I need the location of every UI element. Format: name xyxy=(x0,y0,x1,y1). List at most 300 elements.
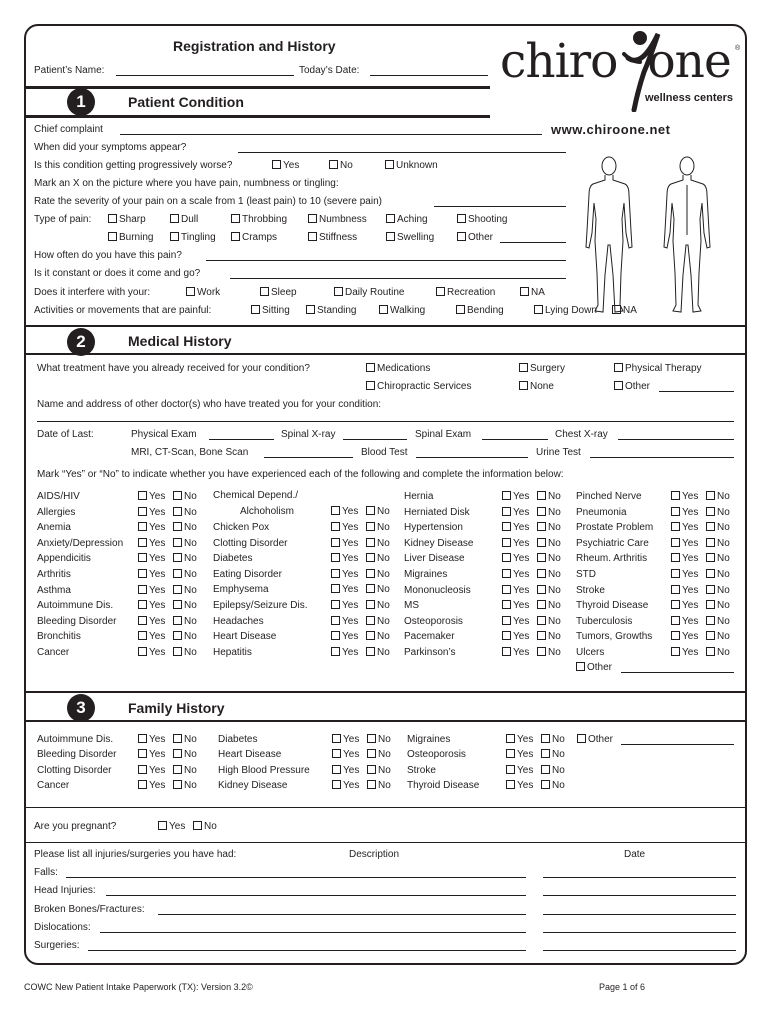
checkbox[interactable] xyxy=(506,780,515,789)
checkbox[interactable] xyxy=(367,780,376,789)
checkbox[interactable] xyxy=(334,287,343,296)
checkbox[interactable] xyxy=(541,780,550,789)
family-yes[interactable] xyxy=(138,734,165,746)
checkbox[interactable] xyxy=(614,381,623,390)
todays-date-field[interactable] xyxy=(370,75,488,76)
checkbox[interactable] xyxy=(366,506,375,515)
injury-description-field[interactable] xyxy=(158,914,526,915)
checkbox[interactable] xyxy=(306,305,315,314)
checkbox[interactable] xyxy=(138,585,147,594)
checkbox[interactable] xyxy=(138,734,147,743)
family-yes[interactable] xyxy=(506,734,533,746)
checkbox[interactable] xyxy=(506,734,515,743)
family-no[interactable] xyxy=(367,765,391,777)
condition-yes[interactable] xyxy=(331,553,358,565)
checkbox[interactable] xyxy=(173,765,182,774)
worse-unknown[interactable]: Unknown xyxy=(385,160,438,172)
checkbox[interactable] xyxy=(173,585,182,594)
treatment-option[interactable]: None xyxy=(519,381,554,393)
condition-no[interactable] xyxy=(706,538,730,550)
condition-yes[interactable] xyxy=(671,647,698,659)
constant-field[interactable] xyxy=(230,278,566,279)
checkbox[interactable] xyxy=(173,780,182,789)
checkbox[interactable] xyxy=(331,553,340,562)
checkbox[interactable] xyxy=(332,765,341,774)
family-yes[interactable] xyxy=(332,780,359,792)
condition-no[interactable] xyxy=(706,631,730,643)
condition-yes[interactable] xyxy=(138,538,165,550)
checkbox[interactable] xyxy=(537,631,546,640)
condition-yes[interactable] xyxy=(671,553,698,565)
checkbox[interactable] xyxy=(671,522,680,531)
checkbox[interactable] xyxy=(173,749,182,758)
checkbox[interactable] xyxy=(456,305,465,314)
condition-no[interactable] xyxy=(173,585,197,597)
checkbox[interactable] xyxy=(502,585,511,594)
condition-yes[interactable] xyxy=(138,585,165,597)
condition-no[interactable] xyxy=(366,522,390,534)
condition-yes[interactable] xyxy=(502,491,529,503)
family-no[interactable] xyxy=(173,749,197,761)
checkbox[interactable] xyxy=(519,381,528,390)
condition-no[interactable] xyxy=(173,616,197,628)
family-no[interactable] xyxy=(541,765,565,777)
condition-no[interactable] xyxy=(366,631,390,643)
checkbox[interactable] xyxy=(537,491,546,500)
checkbox[interactable] xyxy=(537,600,546,609)
worse-yes[interactable]: Yes xyxy=(272,160,299,172)
checkbox[interactable] xyxy=(108,232,117,241)
injury-date-field[interactable] xyxy=(543,895,736,896)
condition-yes[interactable] xyxy=(502,647,529,659)
checkbox[interactable] xyxy=(502,600,511,609)
condition-no[interactable] xyxy=(366,600,390,612)
checkbox[interactable] xyxy=(502,616,511,625)
pain-type-option[interactable]: Sharp xyxy=(108,214,146,226)
condition-no[interactable] xyxy=(706,553,730,565)
family-no[interactable] xyxy=(173,734,197,746)
condition-no[interactable] xyxy=(173,569,197,581)
condition-yes[interactable] xyxy=(138,647,165,659)
checkbox[interactable] xyxy=(706,553,715,562)
checkbox[interactable] xyxy=(173,734,182,743)
interfere-option[interactable]: Work xyxy=(186,287,220,299)
family-other-field[interactable] xyxy=(621,744,734,745)
family-yes[interactable] xyxy=(332,749,359,761)
checkbox[interactable] xyxy=(436,287,445,296)
checkbox[interactable] xyxy=(331,584,340,593)
condition-yes[interactable] xyxy=(502,553,529,565)
family-yes[interactable] xyxy=(506,765,533,777)
checkbox[interactable] xyxy=(173,507,182,516)
checkbox[interactable] xyxy=(170,232,179,241)
checkbox[interactable] xyxy=(367,765,376,774)
condition-yes[interactable] xyxy=(671,631,698,643)
condition-yes[interactable] xyxy=(671,522,698,534)
interfere-option[interactable]: Daily Routine xyxy=(334,287,404,299)
checkbox[interactable] xyxy=(173,522,182,531)
chief-complaint-field[interactable] xyxy=(120,134,542,135)
interfere-option[interactable]: NA xyxy=(520,287,545,299)
family-no[interactable] xyxy=(173,780,197,792)
checkbox[interactable] xyxy=(537,616,546,625)
checkbox[interactable] xyxy=(379,305,388,314)
family-yes[interactable] xyxy=(506,780,533,792)
condition-no[interactable] xyxy=(173,507,197,519)
body-back-figure[interactable] xyxy=(661,155,713,315)
condition-no[interactable] xyxy=(537,538,561,550)
injury-date-field[interactable] xyxy=(543,950,736,951)
condition-no[interactable] xyxy=(173,631,197,643)
checkbox[interactable] xyxy=(158,821,167,830)
condition-yes[interactable] xyxy=(671,600,698,612)
condition-no[interactable] xyxy=(366,506,390,518)
checkbox[interactable] xyxy=(138,616,147,625)
condition-yes[interactable] xyxy=(331,600,358,612)
checkbox[interactable] xyxy=(332,734,341,743)
condition-yes[interactable] xyxy=(502,538,529,550)
treatment-option[interactable]: Chiropractic Services xyxy=(366,381,471,393)
condition-yes[interactable] xyxy=(671,616,698,628)
checkbox[interactable] xyxy=(386,232,395,241)
checkbox[interactable] xyxy=(231,232,240,241)
checkbox[interactable] xyxy=(366,616,375,625)
checkbox[interactable] xyxy=(537,538,546,547)
condition-yes[interactable] xyxy=(331,616,358,628)
condition-no[interactable] xyxy=(537,507,561,519)
condition-yes[interactable] xyxy=(502,507,529,519)
condition-yes[interactable] xyxy=(502,600,529,612)
checkbox[interactable] xyxy=(138,780,147,789)
checkbox[interactable] xyxy=(385,160,394,169)
checkbox[interactable] xyxy=(366,569,375,578)
checkbox[interactable] xyxy=(671,491,680,500)
pain-type-option[interactable]: Stiffness xyxy=(308,232,357,244)
condition-yes[interactable] xyxy=(671,491,698,503)
injury-date-field[interactable] xyxy=(543,914,736,915)
checkbox[interactable] xyxy=(537,507,546,516)
checkbox[interactable] xyxy=(366,584,375,593)
checkbox[interactable] xyxy=(534,305,543,314)
injury-description-field[interactable] xyxy=(66,877,526,878)
pain-type-option[interactable]: Tingling xyxy=(170,232,216,244)
condition-yes[interactable] xyxy=(671,569,698,581)
worse-no[interactable]: No xyxy=(329,160,353,172)
checkbox[interactable] xyxy=(457,214,466,223)
exam-field[interactable] xyxy=(209,439,274,440)
family-no[interactable] xyxy=(541,734,565,746)
checkbox[interactable] xyxy=(367,734,376,743)
treatment-option[interactable]: Surgery xyxy=(519,363,565,375)
condition-yes[interactable] xyxy=(502,569,529,581)
pain-type-option[interactable]: Throbbing xyxy=(231,214,287,226)
condition-yes[interactable] xyxy=(138,507,165,519)
checkbox[interactable] xyxy=(541,749,550,758)
condition-no[interactable] xyxy=(366,569,390,581)
checkbox[interactable] xyxy=(457,232,466,241)
treatment-other-field[interactable] xyxy=(659,391,734,392)
family-yes[interactable] xyxy=(138,780,165,792)
condition-yes[interactable] xyxy=(331,631,358,643)
condition-yes[interactable] xyxy=(502,585,529,597)
injury-date-field[interactable] xyxy=(543,877,736,878)
condition-yes[interactable] xyxy=(331,584,358,596)
checkbox[interactable] xyxy=(366,631,375,640)
checkbox[interactable] xyxy=(138,647,147,656)
condition-no[interactable] xyxy=(537,585,561,597)
checkbox[interactable] xyxy=(108,214,117,223)
condition-yes[interactable] xyxy=(138,631,165,643)
checkbox[interactable] xyxy=(537,569,546,578)
condition-no[interactable] xyxy=(173,600,197,612)
checkbox[interactable] xyxy=(231,214,240,223)
checkbox[interactable] xyxy=(138,749,147,758)
condition-no[interactable] xyxy=(366,553,390,565)
how-often-field[interactable] xyxy=(206,260,566,261)
condition-no[interactable] xyxy=(537,553,561,565)
treatment-option[interactable]: Medications xyxy=(366,363,430,375)
interfere-option[interactable]: Recreation xyxy=(436,287,495,299)
exam-field[interactable] xyxy=(416,457,528,458)
condition-yes[interactable] xyxy=(331,647,358,659)
checkbox[interactable] xyxy=(138,491,147,500)
checkbox[interactable] xyxy=(308,232,317,241)
pain-type-option[interactable]: Swelling xyxy=(386,232,434,244)
checkbox[interactable] xyxy=(173,569,182,578)
checkbox[interactable] xyxy=(173,491,182,500)
family-yes[interactable] xyxy=(138,749,165,761)
checkbox[interactable] xyxy=(138,765,147,774)
condition-other-field[interactable] xyxy=(621,672,734,673)
condition-no[interactable] xyxy=(706,522,730,534)
injury-date-field[interactable] xyxy=(543,932,736,933)
pain-type-option[interactable]: Numbness xyxy=(308,214,367,226)
condition-yes[interactable] xyxy=(671,538,698,550)
family-no[interactable] xyxy=(173,765,197,777)
condition-yes[interactable] xyxy=(671,507,698,519)
family-yes[interactable] xyxy=(332,734,359,746)
checkbox[interactable] xyxy=(331,647,340,656)
condition-no[interactable] xyxy=(366,616,390,628)
family-yes[interactable] xyxy=(138,765,165,777)
injury-description-field[interactable] xyxy=(100,932,526,933)
exam-field[interactable] xyxy=(590,457,734,458)
injury-description-field[interactable] xyxy=(106,895,526,896)
checkbox[interactable] xyxy=(366,522,375,531)
checkbox[interactable] xyxy=(331,600,340,609)
activity-option[interactable]: Lying Down xyxy=(534,305,597,317)
pain-type-option[interactable]: Other xyxy=(457,232,493,244)
pain-type-option[interactable]: Shooting xyxy=(457,214,507,226)
checkbox[interactable] xyxy=(537,647,546,656)
checkbox[interactable] xyxy=(506,749,515,758)
treatment-option[interactable]: Physical Therapy xyxy=(614,363,702,375)
condition-no[interactable] xyxy=(366,647,390,659)
family-no[interactable] xyxy=(541,749,565,761)
checkbox[interactable] xyxy=(366,647,375,656)
checkbox[interactable] xyxy=(541,734,550,743)
checkbox[interactable] xyxy=(138,631,147,640)
checkbox[interactable] xyxy=(671,507,680,516)
condition-yes[interactable] xyxy=(138,616,165,628)
pain-type-option[interactable]: Burning xyxy=(108,232,153,244)
checkbox[interactable] xyxy=(366,600,375,609)
checkbox[interactable] xyxy=(519,363,528,372)
checkbox[interactable] xyxy=(502,522,511,531)
exam-field[interactable] xyxy=(264,457,353,458)
condition-no[interactable] xyxy=(173,647,197,659)
checkbox[interactable] xyxy=(193,821,202,830)
checkbox[interactable] xyxy=(366,538,375,547)
checkbox[interactable] xyxy=(502,553,511,562)
condition-other[interactable]: Other xyxy=(576,662,612,674)
condition-no[interactable] xyxy=(537,631,561,643)
checkbox[interactable] xyxy=(706,522,715,531)
checkbox[interactable] xyxy=(173,647,182,656)
checkbox[interactable] xyxy=(671,538,680,547)
family-no[interactable] xyxy=(367,734,391,746)
checkbox[interactable] xyxy=(138,522,147,531)
pain-type-option[interactable]: Cramps xyxy=(231,232,277,244)
injury-description-field[interactable] xyxy=(88,950,526,951)
checkbox[interactable] xyxy=(706,616,715,625)
condition-no[interactable] xyxy=(366,538,390,550)
checkbox[interactable] xyxy=(138,553,147,562)
condition-no[interactable] xyxy=(537,616,561,628)
condition-no[interactable] xyxy=(537,600,561,612)
condition-yes[interactable] xyxy=(502,522,529,534)
checkbox[interactable] xyxy=(502,631,511,640)
condition-no[interactable] xyxy=(706,585,730,597)
checkbox[interactable] xyxy=(706,569,715,578)
checkbox[interactable] xyxy=(173,553,182,562)
checkbox[interactable] xyxy=(577,734,586,743)
family-no[interactable] xyxy=(367,749,391,761)
condition-no[interactable] xyxy=(173,538,197,550)
pain-type-option[interactable]: Dull xyxy=(170,214,198,226)
checkbox[interactable] xyxy=(251,305,260,314)
checkbox[interactable] xyxy=(331,569,340,578)
checkbox[interactable] xyxy=(138,600,147,609)
checkbox[interactable] xyxy=(173,600,182,609)
checkbox[interactable] xyxy=(173,631,182,640)
condition-yes[interactable] xyxy=(671,585,698,597)
condition-no[interactable] xyxy=(173,553,197,565)
checkbox[interactable] xyxy=(366,363,375,372)
family-no[interactable] xyxy=(367,780,391,792)
checkbox[interactable] xyxy=(537,585,546,594)
interfere-option[interactable]: Sleep xyxy=(260,287,297,299)
condition-yes[interactable] xyxy=(138,569,165,581)
condition-yes[interactable] xyxy=(138,491,165,503)
family-yes[interactable] xyxy=(332,765,359,777)
checkbox[interactable] xyxy=(520,287,529,296)
checkbox[interactable] xyxy=(366,553,375,562)
checkbox[interactable] xyxy=(506,765,515,774)
checkbox[interactable] xyxy=(706,585,715,594)
condition-yes[interactable] xyxy=(138,553,165,565)
condition-no[interactable] xyxy=(706,569,730,581)
treatment-option[interactable]: Other xyxy=(614,381,650,393)
checkbox[interactable] xyxy=(502,569,511,578)
checkbox[interactable] xyxy=(537,553,546,562)
checkbox[interactable] xyxy=(308,214,317,223)
condition-no[interactable] xyxy=(706,647,730,659)
pain-type-other-field[interactable] xyxy=(500,242,566,243)
checkbox[interactable] xyxy=(502,538,511,547)
condition-no[interactable] xyxy=(366,584,390,596)
checkbox[interactable] xyxy=(138,538,147,547)
pregnant-yes[interactable]: Yes xyxy=(158,821,185,833)
checkbox[interactable] xyxy=(186,287,195,296)
checkbox[interactable] xyxy=(329,160,338,169)
pain-severity-field[interactable] xyxy=(434,206,566,207)
activity-option[interactable]: NA xyxy=(612,305,637,317)
condition-no[interactable] xyxy=(706,507,730,519)
checkbox[interactable] xyxy=(502,491,511,500)
checkbox[interactable] xyxy=(671,616,680,625)
checkbox[interactable] xyxy=(671,647,680,656)
checkbox[interactable] xyxy=(537,522,546,531)
checkbox[interactable] xyxy=(138,569,147,578)
condition-no[interactable] xyxy=(537,569,561,581)
exam-field[interactable] xyxy=(343,439,407,440)
condition-no[interactable] xyxy=(173,491,197,503)
patient-name-field[interactable] xyxy=(116,75,294,76)
checkbox[interactable] xyxy=(366,381,375,390)
exam-field[interactable] xyxy=(618,439,734,440)
checkbox[interactable] xyxy=(331,538,340,547)
checkbox[interactable] xyxy=(671,631,680,640)
checkbox[interactable] xyxy=(272,160,281,169)
checkbox[interactable] xyxy=(576,662,585,671)
checkbox[interactable] xyxy=(170,214,179,223)
exam-field[interactable] xyxy=(482,439,548,440)
checkbox[interactable] xyxy=(367,749,376,758)
checkbox[interactable] xyxy=(332,780,341,789)
condition-no[interactable] xyxy=(706,600,730,612)
condition-yes[interactable] xyxy=(502,631,529,643)
pregnant-no[interactable]: No xyxy=(193,821,217,833)
condition-no[interactable] xyxy=(706,616,730,628)
condition-no[interactable] xyxy=(706,491,730,503)
condition-yes[interactable] xyxy=(138,600,165,612)
condition-no[interactable] xyxy=(537,647,561,659)
checkbox[interactable] xyxy=(173,616,182,625)
checkbox[interactable] xyxy=(260,287,269,296)
condition-yes[interactable] xyxy=(331,522,358,534)
condition-yes[interactable] xyxy=(331,538,358,550)
checkbox[interactable] xyxy=(671,600,680,609)
activity-option[interactable]: Bending xyxy=(456,305,504,317)
checkbox[interactable] xyxy=(331,616,340,625)
checkbox[interactable] xyxy=(502,507,511,516)
family-other[interactable]: Other xyxy=(577,734,613,746)
checkbox[interactable] xyxy=(706,600,715,609)
checkbox[interactable] xyxy=(706,538,715,547)
checkbox[interactable] xyxy=(331,631,340,640)
checkbox[interactable] xyxy=(386,214,395,223)
body-front-figure[interactable] xyxy=(583,155,635,315)
checkbox[interactable] xyxy=(173,538,182,547)
condition-no[interactable] xyxy=(537,491,561,503)
activity-option[interactable]: Walking xyxy=(379,305,425,317)
checkbox[interactable] xyxy=(331,506,340,515)
family-yes[interactable] xyxy=(506,749,533,761)
checkbox[interactable] xyxy=(138,507,147,516)
condition-yes[interactable] xyxy=(502,616,529,628)
activity-option[interactable]: Standing xyxy=(306,305,356,317)
